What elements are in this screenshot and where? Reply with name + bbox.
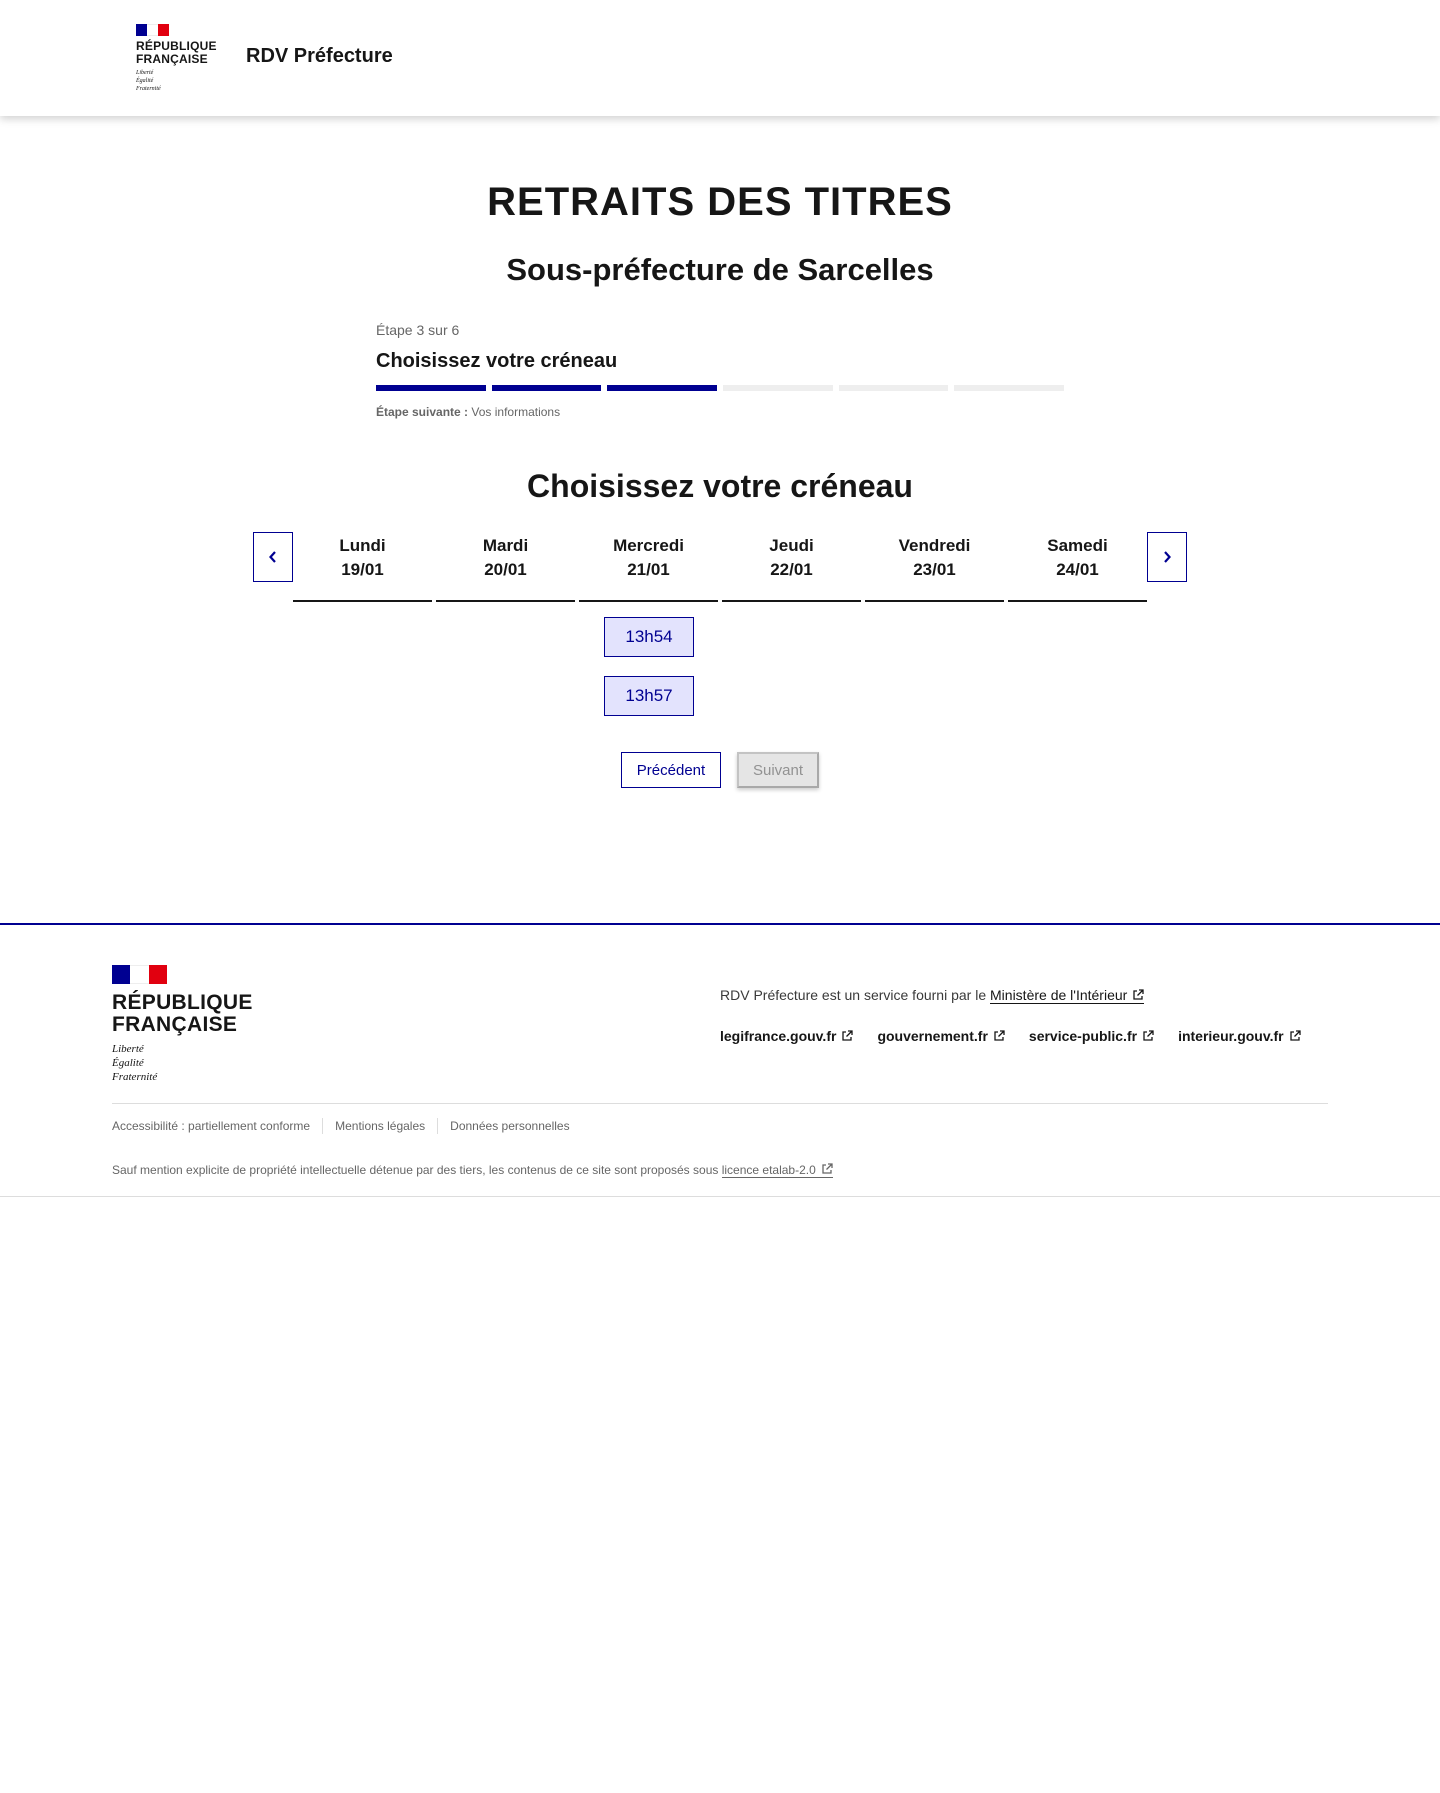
previous-button[interactable]: Précédent	[621, 752, 721, 788]
footer-licence: Sauf mention explicite de propriété intellectuelle détenue par des tiers, les contenus de ce site sont proposés sous licence etalab-2.0	[112, 1163, 833, 1177]
external-link-icon	[841, 1030, 853, 1042]
time-slot-button[interactable]: 13h54	[604, 617, 694, 657]
stepper-bar	[607, 385, 717, 391]
stepper-title: Choisissez votre créneau	[376, 350, 618, 372]
stepper-bar	[492, 385, 602, 391]
marianne-flag-icon	[136, 24, 169, 36]
divider	[437, 1118, 438, 1134]
stepper-state: Étape 3 sur 6	[376, 322, 460, 338]
next-week-button[interactable]	[1147, 532, 1187, 582]
page-subtitle: Sous-préfecture de Sarcelles	[506, 252, 934, 287]
external-link-icon	[993, 1030, 1005, 1042]
licence-link[interactable]: licence etalab-2.0	[722, 1163, 833, 1178]
footer-gov-links	[720, 1028, 1301, 1044]
external-link-icon	[1289, 1030, 1301, 1042]
divider	[322, 1118, 323, 1134]
day-column-mercredi[interactable]: Mercredi 21/01	[579, 532, 718, 602]
day-column-lundi[interactable]: Lundi 19/01	[293, 532, 432, 602]
footer-description: RDV Préfecture est un service fourni par le Ministère de l'Intérieur	[720, 987, 1144, 1003]
stepper-bar	[954, 385, 1064, 391]
footer-bottom-links	[112, 1118, 570, 1134]
stepper-bar	[723, 385, 833, 391]
footer-logo-text: RÉPUBLIQUE FRANÇAISE	[112, 991, 253, 1036]
footer-republique-francaise-logo[interactable]	[112, 965, 272, 1084]
day-column-samedi[interactable]: Samedi 24/01	[1008, 532, 1147, 602]
stepper-progress	[376, 385, 1064, 391]
footer-logo-motto: Liberté Égalité Fraternité	[112, 1043, 158, 1083]
external-link-icon	[821, 1163, 833, 1175]
gouvernement-link[interactable]: gouvernement.fr	[877, 1028, 1004, 1044]
service-public-link[interactable]: service-public.fr	[1029, 1028, 1154, 1044]
personal-data-link[interactable]: Données personnelles	[450, 1119, 570, 1133]
footer-divider	[112, 1103, 1328, 1104]
previous-week-button[interactable]	[253, 532, 293, 582]
page-title: RETRAITS DES TITRES	[487, 180, 953, 224]
stepper	[376, 322, 1064, 419]
legifrance-link[interactable]: legifrance.gouv.fr	[720, 1028, 853, 1044]
external-link-icon	[1132, 989, 1144, 1001]
logo-text: RÉPUBLIQUE FRANÇAISE	[136, 39, 217, 66]
marianne-flag-icon	[112, 965, 167, 984]
legal-notice-link[interactable]: Mentions légales	[335, 1119, 426, 1133]
site-title[interactable]: RDV Préfecture	[246, 45, 393, 67]
day-columns	[293, 532, 1147, 602]
site-footer	[0, 923, 1440, 1197]
stepper-bar	[839, 385, 949, 391]
day-column-vendredi[interactable]: Vendredi 23/01	[865, 532, 1004, 602]
time-slot-button[interactable]: 13h57	[604, 676, 694, 716]
stepper-next-step: Étape suivante : Vos informations	[376, 405, 561, 419]
accessibility-link[interactable]: Accessibilité : partiellement conforme	[112, 1119, 311, 1133]
next-button[interactable]: Suivant	[737, 752, 819, 788]
site-header	[0, 0, 1440, 116]
chevron-right-icon	[1162, 550, 1172, 564]
chevron-left-icon	[268, 550, 278, 564]
external-link-icon	[1142, 1030, 1154, 1042]
ministry-link[interactable]: Ministère de l'Intérieur	[990, 987, 1144, 1004]
republique-francaise-logo[interactable]	[136, 24, 216, 93]
day-column-jeudi[interactable]: Jeudi 22/01	[722, 532, 861, 602]
stepper-bar	[376, 385, 486, 391]
interieur-link[interactable]: interieur.gouv.fr	[1178, 1028, 1301, 1044]
slot-section-title: Choisissez votre créneau	[527, 468, 913, 504]
logo-motto: Liberté Égalité Fraternité	[136, 70, 161, 92]
day-column-mardi[interactable]: Mardi 20/01	[436, 532, 575, 602]
